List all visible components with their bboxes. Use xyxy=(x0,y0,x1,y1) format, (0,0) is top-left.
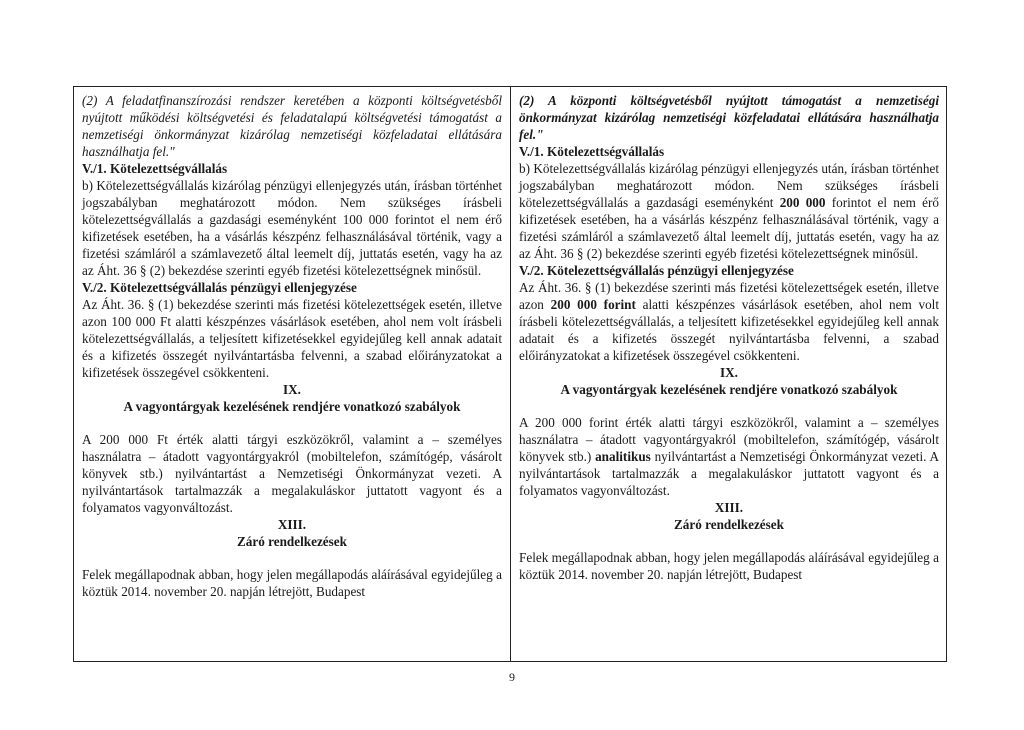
left-heading-v2: V./2. Kötelezettségvállalás pénzügyi ellenjegyzése xyxy=(82,280,357,295)
left-column-original-text xyxy=(74,87,511,661)
right-section-ix-number: IX. xyxy=(720,365,738,380)
left-paragraph-closing: Felek megállapodnak abban, hogy jelen megállapodás aláírásával egyidejűleg a köztük 2014. november 20. napján létrejött, Budapest xyxy=(82,567,502,599)
right-paragraph-assets xyxy=(519,414,939,499)
right-p1-text-a: b) Kötelezettségvállalás kizárólag pénzügyi ellenjegyzés után, írásban történhet jogszabályban meghatározott módon. Nem szükséges írásbeli kötelezettségvállalás a gazdasági eseményként xyxy=(519,161,939,210)
right-p2-text-b: alatti készpénzes vásárlások esetében, ahol nem volt írásbeli kötelezettségvállalás, a teljesített kifizetésekkel egyidejűleg kell annak adatait és a kifizetés összegét nyilvántartásba felvenni, a szabad előirányzatokat a kifizetések összegével csökkenteni. xyxy=(519,297,939,363)
right-p3-bold-word: analitikus xyxy=(595,449,651,464)
left-heading-v1: V./1. Kötelezettségvállalás xyxy=(82,161,228,176)
left-paragraph-countersign: Az Áht. 36. § (1) bekezdése szerinti más fizetési kötelezettségek esetén, illetve azon 100 000 Ft alatti készpénzes vásárlások esetében, ahol nem volt írásbeli kötelezettségvállalás, a teljesített kifizetésekkel egyidejűleg kell annak adatait és a kifizetés összegét nyilvántartásba felvenni, a szabad előirányzatokat a kifizetések összegével csökkenteni. xyxy=(82,297,502,380)
right-column-amended-text xyxy=(511,87,947,661)
right-heading-v1: V./1. Kötelezettségvállalás xyxy=(519,144,665,159)
right-p1-text-b: forintot el nem érő kifizetések esetében, ha a vásárlás készpénz felhasználásával történik, vagy a fizetési számláról a számlavezető által leemelt díj, juttatás esetén, vagy ha az az Áht. 36 § (2) bekezdése szerinti egyéb fizetési kötelezettségnek minősül. xyxy=(519,195,939,261)
right-paragraph-countersign xyxy=(519,279,939,364)
left-paragraph-assets: A 200 000 Ft érték alatti tárgyi eszközökről, valamint a – személyes használatra – átadott vagyontárgyakról (mobiltelefon, számítógép, vásárolt könyvek stb.) nyilvántartást a Nemzetiségi Önkormányzat vezeti. A nyilvántartások tartalmazzák a megalakuláskor juttatott vagyont és a folyamatos vagyonváltozást. xyxy=(82,432,502,515)
right-quote-paragraph: (2) A központi költségvetésből nyújtott támogatást a nemzetiségi önkormányzat kizárólag nemzetiségi közfeladatai ellátására használhatja fel." xyxy=(519,93,939,142)
right-p2-bold-amount: 200 000 forint xyxy=(550,297,636,312)
right-section-ix-title: A vagyontárgyak kezelésének rendjére vonatkozó szabályok xyxy=(560,382,898,397)
left-paragraph-commitment: b) Kötelezettségvállalás kizárólag pénzügyi ellenjegyzés után, írásban történhet jogszabályban meghatározott módon. Nem szükséges írásbeli kötelezettségvállalás a gazdasági eseményként 100 000 forintot el nem érő kifizetések esetében, ha a vásárlás készpénz felhasználásával történik, vagy a fizetési számláról a számlavezető által leemelt díj, juttatás esetén, vagy ha az az Áht. 36 § (2) bekezdése szerinti egyéb fizetési kötelezettségnek minősül. xyxy=(82,178,502,278)
comparison-table xyxy=(73,86,947,662)
right-p3-text-b: nyilvántartást a Nemzetiségi Önkormányzat vezeti. A nyilvántartások tartalmazzák a megalakuláskor juttatott vagyont és a folyamatos vagyonváltozást. xyxy=(519,449,940,498)
right-p1-bold-amount: 200 000 xyxy=(779,195,826,210)
left-section-xiii-number: XIII. xyxy=(277,517,307,532)
left-section-ix-title: A vagyontárgyak kezelésének rendjére vonatkozó szabályok xyxy=(123,399,461,414)
right-p3-text-a: A 200 000 forint érték alatti tárgyi eszközökről, valamint a – személyes használatra – átadott vagyontárgyakról (mobiltelefon, számítógép, vásárolt könyvek stb.) xyxy=(519,415,939,464)
right-p2-text-a: Az Áht. 36. § (1) bekezdése szerinti más fizetési kötelezettségek esetén, illetve azon xyxy=(519,280,939,312)
right-section-xiii-title: Záró rendelkezések xyxy=(673,517,784,532)
left-section-xiii-title: Záró rendelkezések xyxy=(236,534,347,549)
left-quote-paragraph: (2) A feladatfinanszírozási rendszer keretében a központi költségvetésből nyújtott működési költségvetési és feladatalapú költségvetési támogatást a nemzetiségi önkormányzat kizárólag nemzetiségi közfeladatai ellátására használhatja fel." xyxy=(82,93,502,159)
right-paragraph-commitment xyxy=(519,160,939,262)
right-paragraph-closing: Felek megállapodnak abban, hogy jelen megállapodás aláírásával egyidejűleg a köztük 2014. november 20. napján létrejött, Budapest xyxy=(519,550,939,582)
right-heading-v2: V./2. Kötelezettségvállalás pénzügyi ellenjegyzése xyxy=(519,263,794,278)
right-section-xiii-number: XIII. xyxy=(714,500,744,515)
left-section-ix-number: IX. xyxy=(283,382,301,397)
page-number: 9 xyxy=(509,670,515,684)
